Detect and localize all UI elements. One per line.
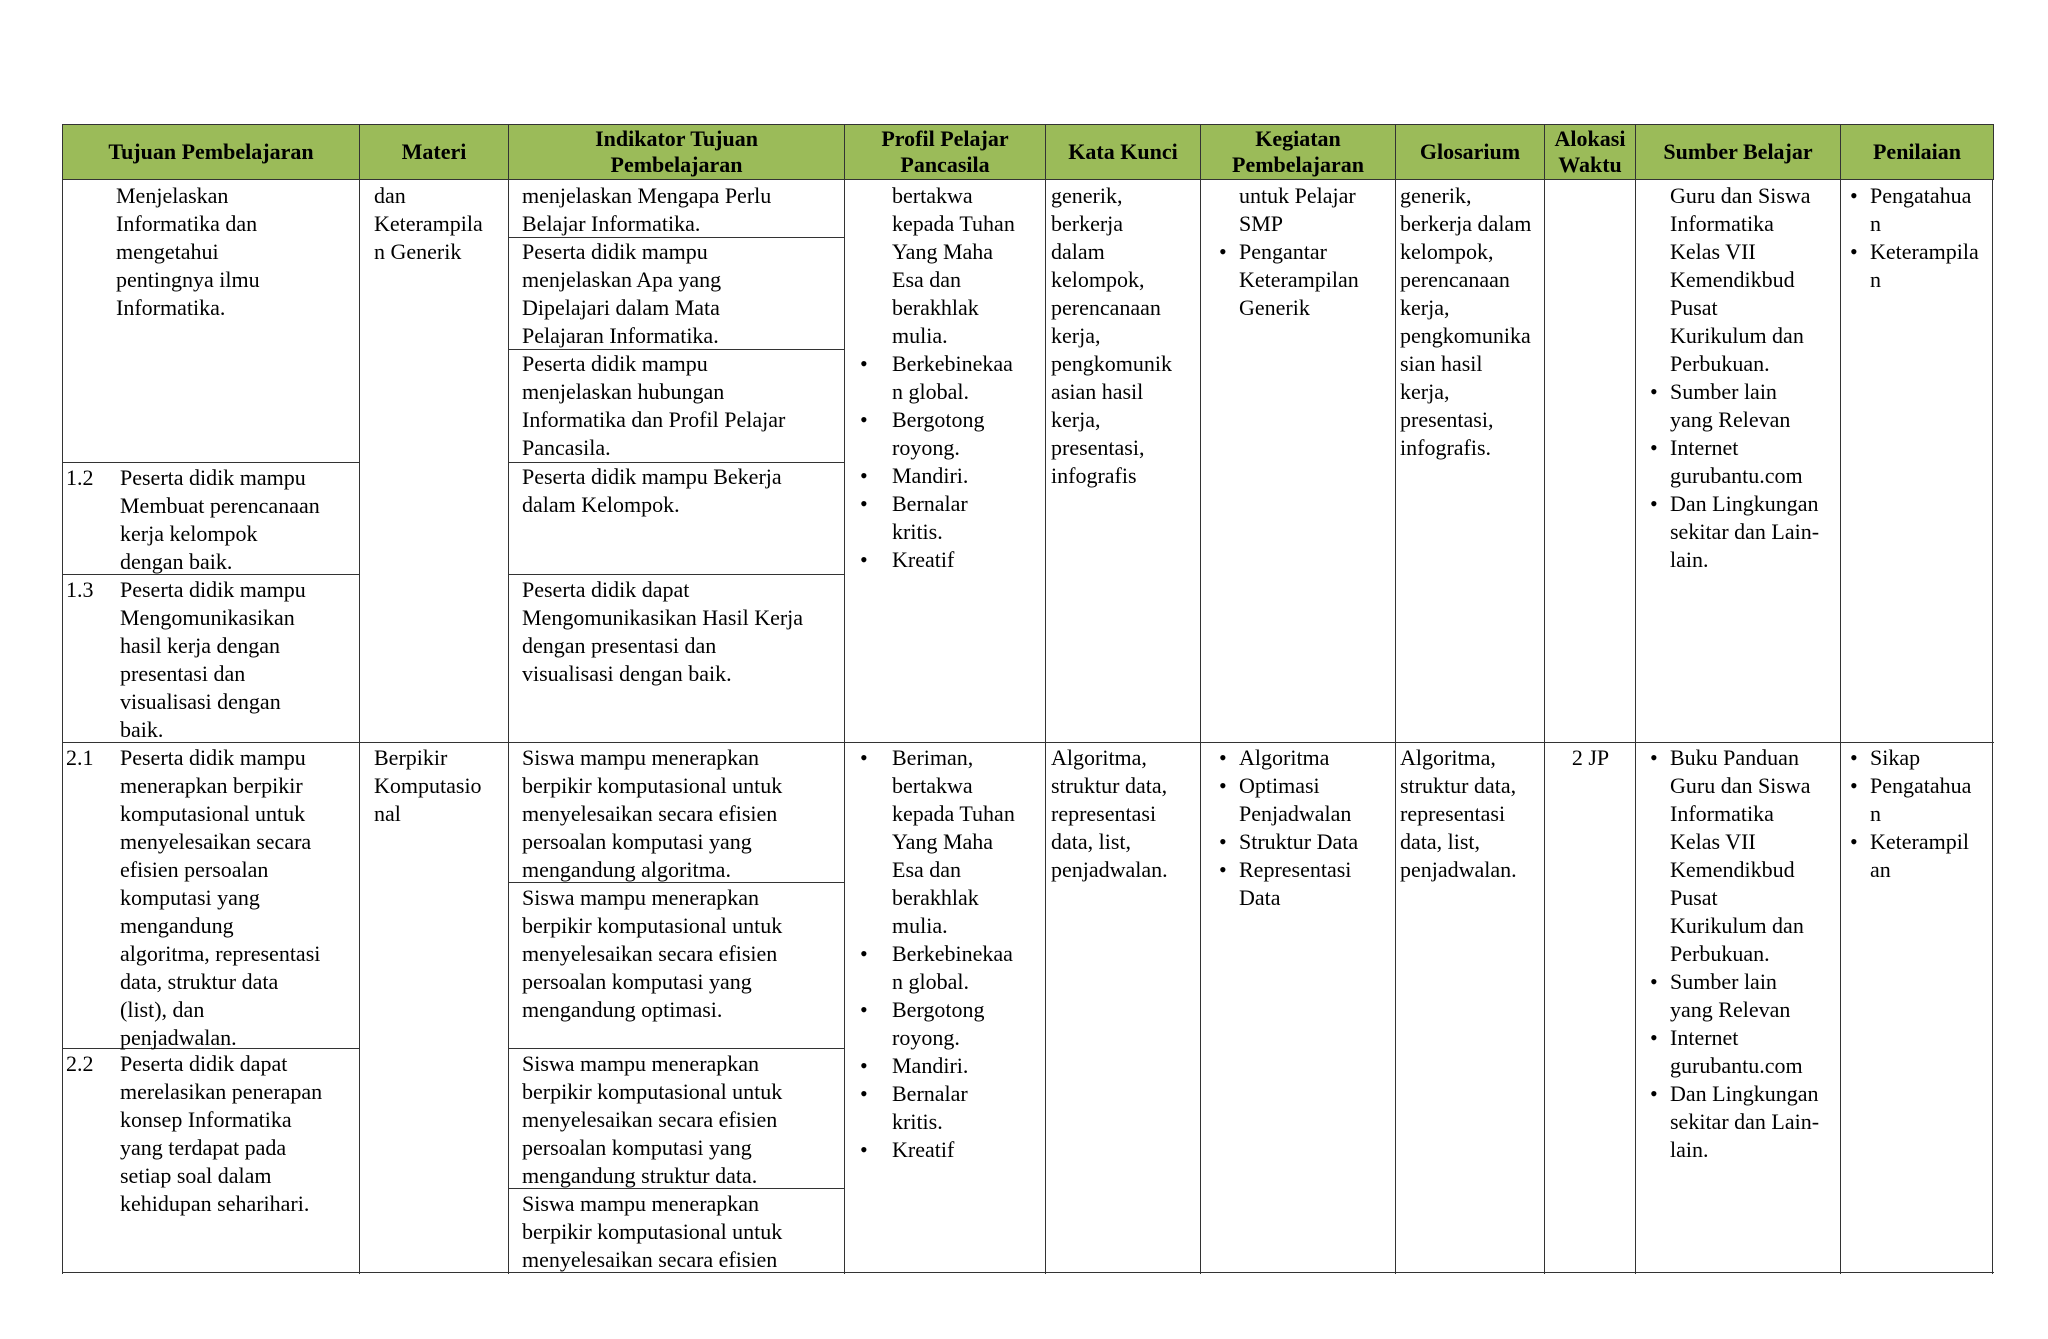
- profil-item: • Mandiri.: [852, 1052, 1044, 1080]
- indikator-1-d: Peserta didik mampu Bekerja dalam Kelompok.: [522, 464, 782, 517]
- tujuan-text: Peserta didik mampu Membuat perencanaan kerja kelompok dengan baik.: [120, 465, 320, 574]
- kegiatan-item: • Representasi Data: [1213, 856, 1395, 912]
- indikator-1-c: Peserta didik mampu menjelaskan hubungan Informatika dan Profil Pelajar Pancasila.: [522, 351, 786, 460]
- header-kegiatan: Kegiatan Pembelajaran: [1201, 124, 1396, 180]
- kegiatan-list: [1207, 744, 1395, 912]
- tujuan-2-2: [66, 1050, 358, 1218]
- tujuan-text: Peserta didik mampu Mengomunikasikan hasil kerja dengan presentasi dan visualisasi dengan baik.: [120, 577, 306, 742]
- tujuan-text: Peserta didik dapat merelasikan penerapan konsep Informatika yang terdapat pada setiap soal dalam kehidupan seharihari.: [120, 1051, 323, 1216]
- kegiatan-item-cont: untuk Pelajar SMP: [1239, 183, 1356, 236]
- grid-line: [508, 180, 509, 1274]
- rpp-table: [62, 124, 1994, 1274]
- header-tujuan: Tujuan Pembelajaran: [62, 124, 360, 180]
- grid-line: [62, 180, 63, 1274]
- penilaian-1: [1844, 182, 1992, 294]
- sumber-item: • Dan Lingkungan sekitar dan Lain- lain.: [1644, 1080, 1840, 1164]
- sumber-item: • Internet gurubantu.com: [1644, 1024, 1840, 1080]
- profil-2: [852, 744, 1044, 1164]
- header-penilaian: Penilaian: [1841, 124, 1994, 180]
- sumber-list: [1640, 378, 1840, 574]
- profil-list: [852, 350, 1044, 574]
- indikator-2-a: Siswa mampu menerapkan berpikir komputasional untuk menyelesaikan secara efisien persoalan komputasi yang mengandung algoritma.: [522, 745, 783, 882]
- sub-row-divider: [62, 462, 360, 463]
- sumber-item: • Buku Panduan Guru dan Siswa Informatika Kelas VII Kemendikbud Pusat Kurikulum dan Perbukuan.: [1644, 744, 1840, 968]
- indikator-2-c: Siswa mampu menerapkan berpikir komputasional untuk menyelesaikan secara efisien persoalan komputasi yang mengandung struktur data.: [522, 1051, 783, 1188]
- grid-line: [359, 180, 360, 1274]
- kegiatan-item: • Optimasi Penjadwalan: [1213, 772, 1395, 828]
- grid-line: [1992, 180, 1993, 1274]
- profil-item: • Kreatif: [852, 1136, 1044, 1164]
- kata-kunci-1: generik, berkerja dalam kelompok, perencanaan kerja, pengkomunik asian hasil kerja, presentasi, infografis: [1051, 183, 1172, 488]
- tujuan-text: Peserta didik mampu menerapkan berpikir komputasional untuk menyelesaikan secara efisien persoalan komputasi yang mengandung algoritma, representasi data, struktur data (list), dan penjadwalan.: [120, 745, 321, 1050]
- materi-1: dan Keterampila n Generik: [374, 183, 483, 264]
- sumber-item: • Sumber lain yang Relevan: [1644, 378, 1840, 434]
- profil-item: • Bergotong royong.: [852, 406, 1044, 462]
- materi-2: Berpikir Komputasio nal: [374, 745, 482, 826]
- penilaian-2: [1844, 744, 1992, 884]
- header-kata-kunci: Kata Kunci: [1046, 124, 1201, 180]
- sumber-list: [1640, 744, 1840, 1164]
- sumber-2: [1640, 744, 1840, 1164]
- sumber-1: [1640, 182, 1840, 574]
- kegiatan-list: [1207, 238, 1395, 322]
- indikator-1-b: Peserta didik mampu menjelaskan Apa yang Dipelajari dalam Mata Pelajaran Informatika.: [522, 239, 722, 348]
- glosarium-2: Algoritma, struktur data, representasi data, list, penjadwalan.: [1400, 745, 1517, 882]
- header-profil: Profil Pelajar Pancasila: [845, 124, 1046, 180]
- profil-item: • Berkebinekaa n global.: [852, 350, 1044, 406]
- tujuan-2-1: [66, 744, 358, 1052]
- sub-row-divider: [509, 1048, 845, 1049]
- glosarium-1: generik, berkerja dalam kelompok, perencanaan kerja, pengkomunika sian hasil kerja, presentasi, infografis.: [1400, 183, 1532, 460]
- kata-kunci-2: Algoritma, struktur data, representasi data, list, penjadwalan.: [1051, 745, 1168, 882]
- penilaian-item: • Pengatahua n: [1844, 182, 1992, 238]
- kegiatan-2: [1207, 744, 1395, 912]
- header-sumber: Sumber Belajar: [1636, 124, 1841, 180]
- tujuan-number: 1.2: [66, 465, 94, 490]
- grid-line: [1395, 180, 1396, 1274]
- header-materi: Materi: [360, 124, 509, 180]
- profil-item: • Berkebinekaa n global.: [852, 940, 1044, 996]
- tujuan-1-1-text: Menjelaskan Informatika dan mengetahui pentingnya ilmu Informatika.: [116, 183, 260, 320]
- profil-list: [852, 744, 1044, 1164]
- indikator-2-b: Siswa mampu menerapkan berpikir komputasional untuk menyelesaikan secara efisien persoalan komputasi yang mengandung optimasi.: [522, 885, 783, 1022]
- penilaian-item: • Keterampil an: [1844, 828, 1992, 884]
- profil-item: • Bergotong royong.: [852, 996, 1044, 1052]
- kegiatan-item: • Algoritma: [1213, 744, 1395, 772]
- penilaian-list: [1844, 744, 1992, 884]
- grid-line: [1635, 180, 1636, 1274]
- header-alokasi: Alokasi Waktu: [1545, 124, 1636, 180]
- header-glosarium: Glosarium: [1396, 124, 1545, 180]
- grid-line: [844, 180, 845, 1274]
- penilaian-item: • Pengatahua n: [1844, 772, 1992, 828]
- tujuan-1-2: [66, 464, 358, 576]
- grid-line: [1840, 180, 1841, 1274]
- tujuan-1-3: [66, 576, 358, 744]
- sumber-item: • Internet gurubantu.com: [1644, 434, 1840, 490]
- alokasi-2: 2 JP: [1571, 745, 1610, 770]
- sub-row-divider: [509, 574, 845, 575]
- profil-item: • Mandiri.: [852, 462, 1044, 490]
- table-bottom-border: [62, 1272, 1994, 1273]
- tujuan-number: 2.2: [66, 1051, 94, 1076]
- penilaian-item: • Keterampila n: [1844, 238, 1992, 294]
- indikator-2-d: Siswa mampu menerapkan berpikir komputasional untuk menyelesaikan secara efisien: [522, 1191, 783, 1272]
- tujuan-number: 1.3: [66, 577, 94, 602]
- tujuan-number: 2.1: [66, 745, 94, 770]
- kegiatan-item: • Pengantar Keterampilan Generik: [1213, 238, 1395, 322]
- profil-item-cont: bertakwa kepada Tuhan Yang Maha Esa dan berakhlak mulia.: [892, 183, 1015, 348]
- kegiatan-1: [1207, 182, 1395, 322]
- penilaian-item: • Sikap: [1844, 744, 1992, 772]
- profil-item: • Bernalar kritis.: [852, 490, 1044, 546]
- header-indikator: Indikator Tujuan Pembelajaran: [509, 124, 845, 180]
- profil-item: • Bernalar kritis.: [852, 1080, 1044, 1136]
- grid-line: [1045, 180, 1046, 1274]
- indikator-1-a: menjelaskan Mengapa Perlu Belajar Informatika.: [522, 183, 772, 236]
- sumber-item-cont: Guru dan Siswa Informatika Kelas VII Kemendikbud Pusat Kurikulum dan Perbukuan.: [1670, 183, 1811, 376]
- kegiatan-item: • Struktur Data: [1213, 828, 1395, 856]
- indikator-1-e: Peserta didik dapat Mengomunikasikan Hasil Kerja dengan presentasi dan visualisasi dengan baik.: [522, 577, 804, 686]
- profil-1: [852, 182, 1044, 574]
- sumber-item: • Dan Lingkungan sekitar dan Lain- lain.: [1644, 490, 1840, 574]
- sumber-item: • Sumber lain yang Relevan: [1644, 968, 1840, 1024]
- profil-item: • Kreatif: [852, 546, 1044, 574]
- profil-item: • Beriman, bertakwa kepada Tuhan Yang Maha Esa dan berakhlak mulia.: [852, 744, 1044, 940]
- penilaian-list: [1844, 182, 1992, 294]
